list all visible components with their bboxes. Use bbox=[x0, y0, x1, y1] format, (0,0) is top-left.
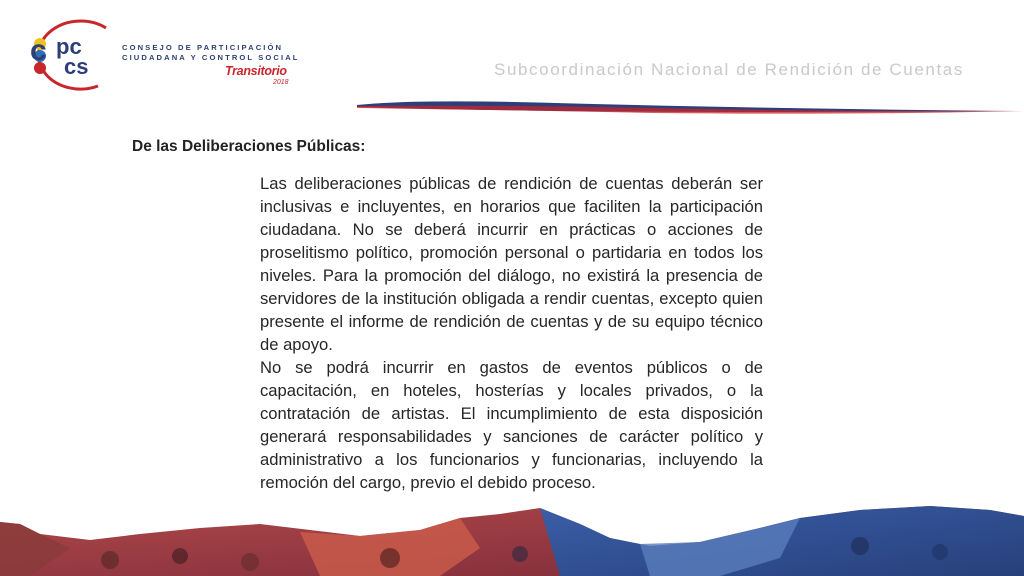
svg-text:pc: pc bbox=[56, 34, 82, 59]
photo-collage-strip bbox=[0, 488, 1024, 576]
org-name-line2: CIUDADANA Y CONTROL SOCIAL bbox=[122, 53, 300, 62]
organization-logo bbox=[18, 16, 308, 96]
org-year-label: 2018 bbox=[273, 79, 289, 86]
svg-text:cs: cs bbox=[64, 54, 89, 79]
svg-text:c: c bbox=[30, 34, 47, 67]
section-heading: De las Deliberaciones Públicas: bbox=[132, 138, 366, 155]
body-text bbox=[260, 172, 763, 494]
body-paragraph: No se podrá incurrir en gastos de eventos públicos o de capacitación, en hoteles, hosterías y locales privados, o la contratación de artistas. El incumplimiento de esta disposición generará responsabilidades y sanciones de carácter político y administrativo a los funcionarios y funcionarias, incluyendo la remoción del cargo, previo el debido proceso. bbox=[260, 358, 763, 492]
header-subtitle: Subcoordinación Nacional de Rendición de Cuentas bbox=[494, 60, 964, 79]
cpccs-logo-icon bbox=[18, 16, 118, 96]
org-name-line1: CONSEJO DE PARTICIPACIÓN bbox=[122, 43, 284, 52]
body-paragraph: Las deliberaciones públicas de rendición de cuentas deberán ser inclusivas e incluyentes, en horarios que faciliten la participación ciudadana. No se deberá incurrir en prácticas o acciones de proselitismo político, promoción personal o partidaria en todos los niveles. Para la promoción del diálogo, no existirá la presencia de servidores de la institución obligada a rendir cuentas, excepto quien presente el informe de rendición de cuentas y de su equipo técnico de apoyo. bbox=[260, 174, 763, 354]
header-swoosh-icon bbox=[355, 97, 1024, 119]
org-transitorio-label: Transitorio bbox=[225, 64, 287, 78]
